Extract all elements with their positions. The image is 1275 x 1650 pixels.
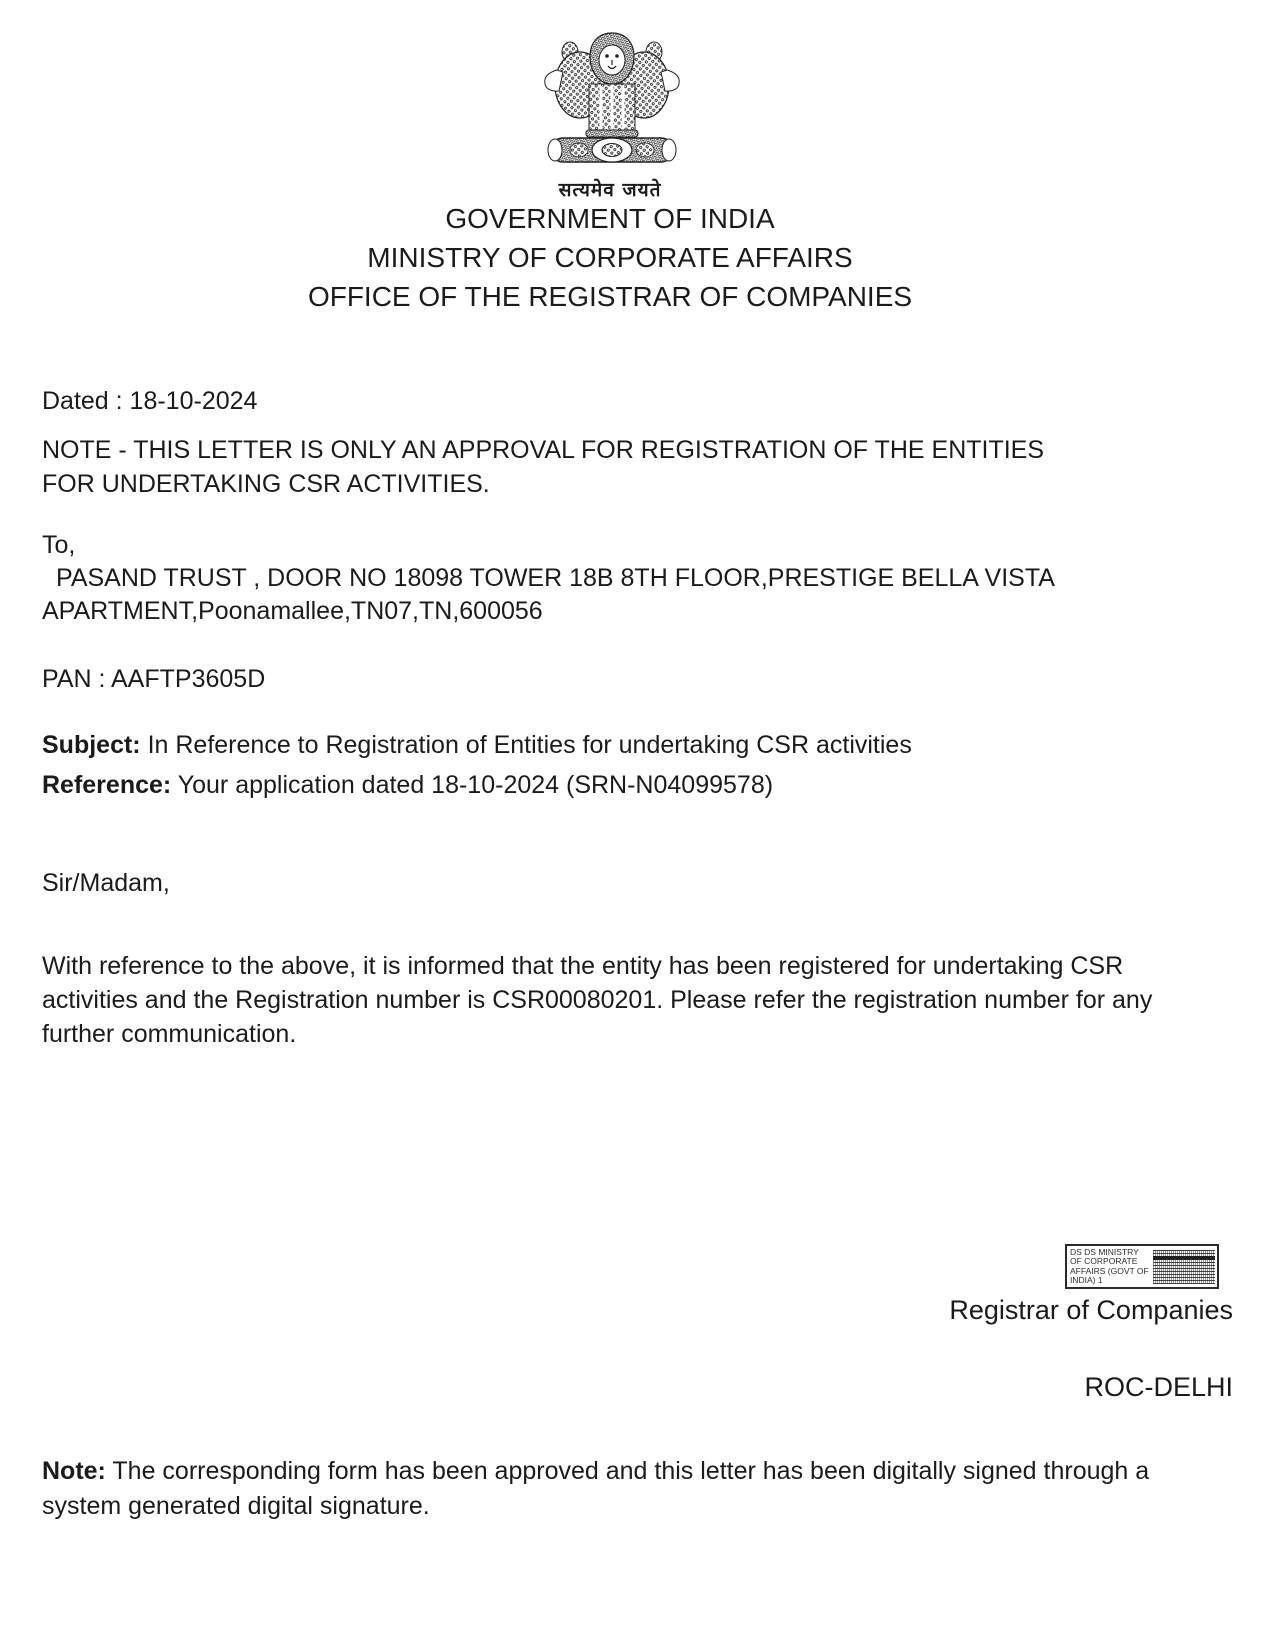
digital-signature-stamp <box>1065 1244 1219 1289</box>
letterhead-government-of-india: GOVERNMENT OF INDIA <box>445 203 775 234</box>
signature-stamp-text <box>1070 1248 1149 1286</box>
stamp-line-1: DS DS MINISTRY <box>1070 1246 1139 1257</box>
to-label: To, <box>42 531 76 559</box>
greeting: Sir/Madam, <box>42 869 170 897</box>
stamp-line-2: OF CORPORATE <box>1070 1256 1138 1266</box>
letterhead-ministry: MINISTRY OF CORPORATE AFFAIRS <box>367 242 853 273</box>
subject-text: In Reference to Registration of Entities for undertaking CSR activities <box>147 731 912 759</box>
subject-label: Subject: <box>42 731 141 759</box>
stamp-line-4: INDIA) 1 <box>1070 1275 1103 1285</box>
footer-note <box>42 1454 1202 1524</box>
approval-note-caps: NOTE - THIS LETTER IS ONLY AN APPROVAL FOR REGISTRATION OF THE ENTITIES FOR UNDERTAKING CSR ACTIVITIES. <box>42 436 1045 498</box>
stamp-line-3: AFFAIRS (GOVT OF <box>1070 1265 1149 1276</box>
pan-line: PAN : AAFTP3605D <box>42 665 266 693</box>
signature-microtext <box>1153 1250 1215 1284</box>
signatory-title: Registrar of Companies <box>949 1295 1233 1325</box>
body-paragraph: With reference to the above, it is informed that the entity has been registered for undertaking CSR activities and the Registration number is CSR00080201. Please refer the registration number for any further communication. <box>42 952 1153 1048</box>
reference-label: Reference: <box>42 771 172 799</box>
recipient-address: PASAND TRUST , DOOR NO 18098 TOWER 18B 8TH FLOOR,PRESTIGE BELLA VISTA APARTMENT,Poonamallee,TN07,TN,600056 <box>42 564 1054 625</box>
roc-office: ROC-DELHI <box>1084 1372 1233 1402</box>
reference-text: Your application dated 18-10-2024 (SRN-N04099578) <box>177 771 774 799</box>
emblem-motto: सत्यमेव जयते <box>558 179 662 201</box>
footer-note-text: The corresponding form has been approved and this letter has been digitally signed through a system generated digital signature. <box>42 1457 1150 1520</box>
footer-note-label: Note: <box>42 1457 106 1485</box>
reference-line <box>42 768 773 802</box>
dated-line: Dated : 18-10-2024 <box>42 387 258 415</box>
india-emblem-icon <box>539 30 685 172</box>
letterhead-office: OFFICE OF THE REGISTRAR OF COMPANIES <box>307 281 913 312</box>
subject-line <box>42 728 912 762</box>
